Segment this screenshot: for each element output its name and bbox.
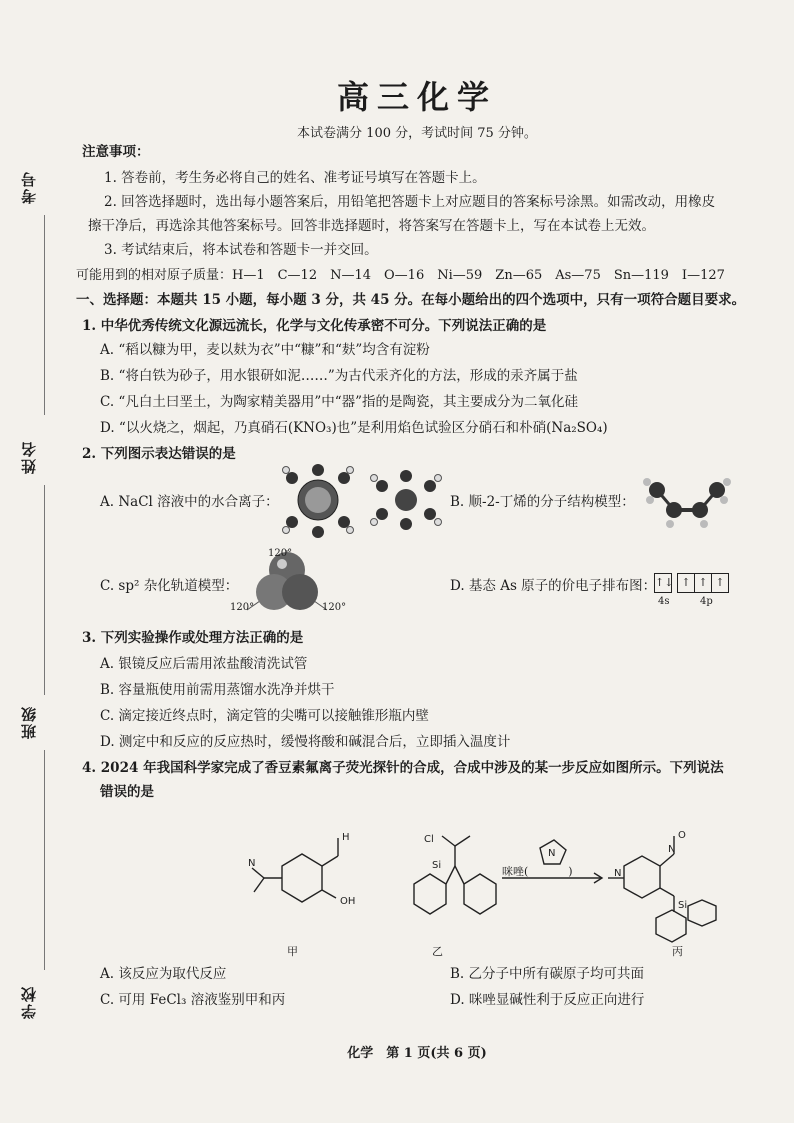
orbital-diagram	[654, 572, 728, 593]
question-3-stem: 3. 下列实验操作或处理方法正确的是	[82, 630, 304, 646]
q2-option-b: B. 顺-2-丁烯的分子结构模型：	[450, 494, 635, 510]
orbital-box-4p: ↑	[694, 573, 712, 593]
svg-text:Si: Si	[432, 860, 442, 871]
q4-option-a: A. 该反应为取代反应	[100, 966, 227, 982]
margin-class: 班级	[20, 705, 38, 739]
bond-angle-label: 120°	[322, 602, 347, 613]
q1-option-d: D. “以火烧之，烟起，乃真硝石(KNO₃)也”是利用焰色试验区分硝石和朴硝(Na₂SO₄)	[100, 420, 608, 436]
q2-option-a: A. NaCl 溶液中的水合离子：	[100, 494, 279, 510]
orbital-label-4s: 4s	[658, 596, 670, 607]
section-heading: 一、选择题：本题共 15 小题，每小题 3 分，共 45 分。在每小题给出的四个选项中，只有一项符合题目要求。	[76, 292, 746, 308]
q3-option-c: C. 滴定接近终点时，滴定管的尖嘴可以接触锥形瓶内壁	[100, 708, 429, 724]
exam-info: 本试卷满分 100 分，考试时间 75 分钟。	[297, 126, 537, 141]
orbital-label-4p: 4p	[700, 596, 713, 607]
margin-name: 姓名	[20, 440, 38, 474]
q4-option-b: B. 乙分子中所有碳原子均可共面	[450, 966, 645, 982]
margin-school: 学校	[20, 985, 38, 1019]
label-bing: 丙	[672, 945, 683, 958]
cis-2-butene-model	[642, 470, 732, 530]
page-footer: 化学 第 1 页(共 6 页)	[347, 1046, 487, 1061]
q4-option-c: C. 可用 FeCl₃ 溶液鉴别甲和丙	[100, 992, 286, 1008]
svg-text:N: N	[614, 868, 622, 879]
binding-margin	[0, 0, 62, 1123]
notice-item: 1. 答卷前，考生务必将自己的姓名、准考证号填写在答题卡上。	[104, 170, 486, 186]
svg-text:OH: OH	[340, 896, 356, 907]
q1-option-c: C. “凡白土曰垩土，为陶家精美器用”中“器”指的是陶瓷，其主要成分为二氧化硅	[100, 394, 579, 410]
svg-text:N: N	[248, 858, 256, 869]
svg-text:N: N	[548, 848, 556, 859]
notice-item: 2. 回答选择题时，选出每小题答案后，用铅笔把答题卡上对应题目的答案标号涂黑。如需改动，用橡皮	[104, 194, 716, 210]
notice-heading: 注意事项：	[82, 144, 150, 160]
svg-text:Cl: Cl	[424, 834, 434, 845]
svg-text:H: H	[342, 832, 350, 843]
notice-item: 3. 考试结束后，将本试卷和答题卡一并交回。	[104, 242, 378, 258]
bond-angle-label: 120°	[268, 548, 293, 559]
margin-line	[44, 215, 45, 415]
margin-exam-no: 考号	[20, 170, 38, 204]
orbital-box-4p: ↑	[711, 573, 729, 593]
svg-text:N: N	[668, 844, 676, 855]
margin-line	[44, 485, 45, 695]
reagent-label: 咪唑( )	[502, 865, 573, 878]
bond-angle-label: 120°	[230, 602, 255, 613]
q3-option-d: D. 测定中和反应的反应热时，缓慢将酸和碱混合后，立即插入温度计	[100, 734, 511, 750]
q1-option-b: B. “将白铁为砂子，用水银研如泥……”为古代汞齐化的方法，形成的汞齐属于盐	[100, 368, 578, 384]
label-yi: 乙	[432, 945, 443, 958]
question-4-stem: 4. 2024 年我国科学家完成了香豆素氟离子荧光探针的合成，合成中涉及的某一步反应如图所示。下列说法	[82, 760, 724, 776]
margin-line	[44, 750, 45, 970]
label-jia: 甲	[287, 945, 298, 958]
question-4-stem-cont: 错误的是	[100, 784, 154, 800]
svg-text:O: O	[678, 830, 686, 841]
orbital-box-4p: ↑	[677, 573, 695, 593]
notice-item-cont: 擦干净后，再选涂其他答案标号。回答非选择题时，将答案写在答题卡上，写在本试卷上无效。	[88, 218, 655, 234]
q3-option-b: B. 容量瓶使用前需用蒸馏水洗净并烘干	[100, 682, 335, 698]
question-2-stem: 2. 下列图示表达错误的是	[82, 446, 236, 462]
q1-option-a: A. “稻以糠为甲，麦以麸为衣”中“糠”和“麸”均含有淀粉	[100, 342, 430, 358]
q3-option-a: A. 银镜反应后需用浓盐酸清洗试管	[100, 656, 308, 672]
orbital-box-4s: ↑↓	[654, 573, 672, 593]
page-title: 高三化学	[336, 78, 497, 116]
atomic-masses: 可能用到的相对原子质量：H—1 C—12 N—14 O—16 Ni—59 Zn—65 As—75 Sn—119 I—127	[76, 268, 725, 283]
q2-option-c: C. sp² 杂化轨道模型：	[100, 578, 239, 594]
reaction-scheme	[242, 826, 722, 946]
q2-option-d: D. 基态 As 原子的价电子排布图：	[450, 578, 657, 594]
question-1-stem: 1. 中华优秀传统文化源远流长，化学与文化传承密不可分。下列说法正确的是	[82, 318, 547, 334]
q4-option-d: D. 咪唑显碱性利于反应正向进行	[450, 992, 645, 1008]
svg-text:Si: Si	[678, 900, 688, 911]
